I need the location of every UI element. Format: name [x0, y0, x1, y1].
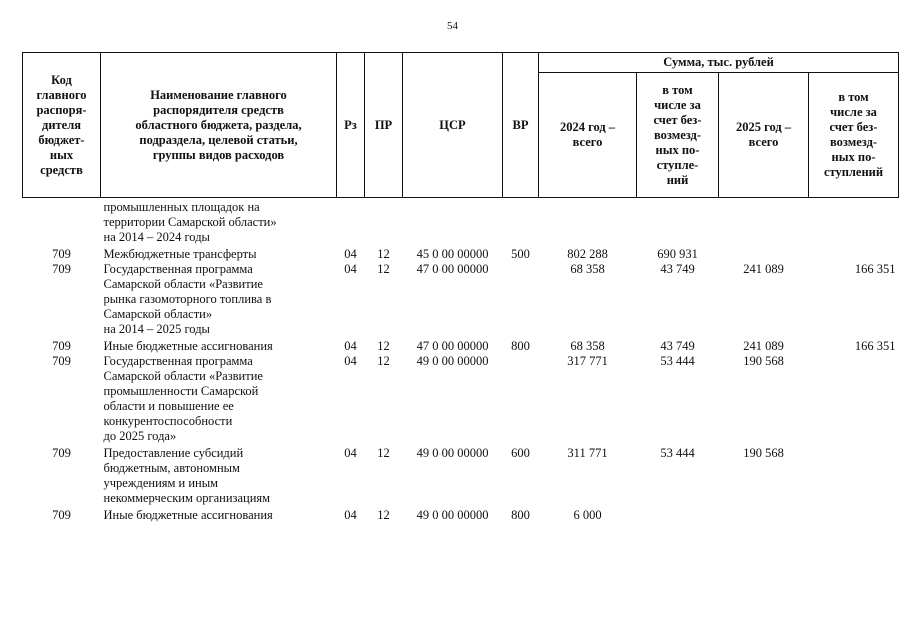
cell-pr: 12 — [377, 247, 390, 261]
cell-2025-total — [719, 198, 809, 246]
cell-vr — [503, 262, 539, 337]
cell-2024-free: 43 749 — [660, 262, 695, 276]
header-vr: ВР — [503, 53, 539, 198]
cell-2024-total: 802 288 — [567, 247, 608, 261]
cell-csr: 45 0 00 00000 — [416, 247, 489, 261]
header-2024-total — [539, 73, 637, 198]
cell-code: 709 — [52, 508, 71, 522]
header-pr: ПР — [365, 53, 403, 198]
cell-pr: 12 — [377, 508, 390, 522]
cell-rz: 04 — [344, 247, 357, 261]
table-row — [23, 262, 899, 337]
cell-2025-total: 241 089 — [743, 262, 784, 276]
cell-2025-free: 166 351 — [854, 339, 896, 353]
cell-2025-free — [809, 354, 899, 444]
header-2025-total — [719, 73, 809, 198]
cell-name: Иные бюджетные ассигнования — [103, 508, 273, 522]
cell-2024-total: 68 358 — [570, 339, 605, 353]
page-number: 54 — [447, 20, 458, 32]
cell-2024-free: 53 444 — [660, 446, 695, 460]
cell-code: 709 — [52, 247, 71, 261]
cell-pr: 12 — [377, 446, 390, 460]
cell-2025-total: 190 568 — [743, 446, 784, 460]
header-sum: Сумма, тыс. рублей — [539, 53, 899, 73]
cell-2024-total: 68 358 — [570, 262, 605, 276]
cell-vr: 500 — [511, 247, 530, 261]
cell-2024-free: 53 444 — [660, 354, 695, 368]
cell-pr: 12 — [377, 262, 390, 276]
cell-2025-total: 190 568 — [743, 354, 784, 368]
cell-rz — [337, 198, 365, 246]
cell-vr: 800 — [511, 339, 530, 353]
header-2024-total-label: 2024 год – всего — [559, 120, 616, 149]
table-row — [23, 198, 899, 246]
table-row — [23, 354, 899, 444]
cell-2025-free: 166 351 — [854, 262, 896, 276]
header-2024-free — [637, 73, 719, 198]
cell-vr: 800 — [511, 508, 530, 522]
header-csr: ЦСР — [403, 53, 503, 198]
budget-table — [22, 52, 899, 523]
header-2024-free-label: в том числе за счет без- возмезд- ных по- ступле- ний — [653, 82, 702, 187]
cell-rz: 04 — [344, 262, 357, 276]
cell-code: 709 — [52, 262, 71, 276]
table-row — [23, 337, 899, 354]
cell-csr: 47 0 00 00000 — [416, 339, 489, 353]
cell-csr: 47 0 00 00000 — [416, 262, 489, 276]
cell-code: 709 — [52, 339, 71, 353]
header-2025-total-label: 2025 год – всего — [735, 120, 792, 149]
cell-2025-free — [809, 245, 899, 262]
cell-2024-total — [539, 198, 637, 246]
table-row — [23, 245, 899, 262]
cell-2024-free — [637, 506, 719, 523]
cell-2024-total: 6 000 — [573, 508, 602, 522]
cell-2024-free: 690 931 — [657, 247, 698, 261]
cell-csr: 49 0 00 00000 — [416, 446, 489, 460]
table-header — [23, 53, 899, 198]
cell-name: промышленных площадок на территории Самарской области» на 2014 – 2024 годы — [103, 200, 277, 244]
cell-csr: 49 0 00 00000 — [416, 508, 489, 522]
cell-2024-free — [637, 198, 719, 246]
table-body — [23, 198, 899, 524]
cell-name: Межбюджетные трансферты — [103, 247, 257, 261]
header-code — [23, 53, 101, 198]
cell-2024-total: 311 771 — [567, 446, 608, 460]
cell-csr: 49 0 00 00000 — [416, 354, 489, 368]
cell-rz: 04 — [344, 354, 357, 368]
cell-2024-total: 317 771 — [567, 354, 608, 368]
cell-code: 709 — [52, 446, 71, 460]
cell-2025-total — [719, 245, 809, 262]
cell-vr — [503, 198, 539, 246]
cell-vr: 600 — [511, 446, 530, 460]
cell-2025-total — [719, 506, 809, 523]
cell-pr: 12 — [377, 354, 390, 368]
cell-code — [23, 198, 101, 246]
cell-pr — [365, 198, 403, 246]
table-row — [23, 506, 899, 523]
cell-code: 709 — [52, 354, 71, 368]
cell-name: Иные бюджетные ассигнования — [103, 339, 273, 353]
cell-2025-free — [809, 444, 899, 506]
cell-2025-free — [809, 506, 899, 523]
cell-rz: 04 — [344, 508, 357, 522]
cell-rz: 04 — [344, 446, 357, 460]
header-name-label: Наименование главного распорядителя средств областного бюджета, раздела, подраздела, целевой статьи, группы видов расходов — [135, 87, 302, 162]
cell-name: Предоставление субсидий бюджетным, автономным учреждениям и иным некоммерческим организациям — [103, 446, 271, 505]
cell-name: Государственная программа Самарской области «Развитие рынка газомоторного топлива в Самарской области» на 2014 – 2025 годы — [103, 262, 272, 336]
header-rz: Рз — [337, 53, 365, 198]
cell-pr: 12 — [377, 339, 390, 353]
header-code-label: Код главного распоря- дителя бюджет- ных средств — [36, 72, 87, 177]
header-name — [101, 53, 337, 198]
header-2025-free — [809, 73, 899, 198]
cell-2025-total: 241 089 — [743, 339, 784, 353]
cell-2024-free: 43 749 — [660, 339, 695, 353]
cell-vr — [503, 354, 539, 444]
header-2025-free-label: в том числе за счет без- возмезд- ных по- ступлений — [823, 90, 884, 179]
cell-rz: 04 — [344, 339, 357, 353]
cell-csr — [403, 198, 503, 246]
cell-2025-free — [809, 198, 899, 246]
table-row — [23, 444, 899, 506]
cell-name: Государственная программа Самарской области «Развитие промышленности Самарской области и повышение ее конкурентоспособности до 2025 года» — [103, 354, 263, 443]
